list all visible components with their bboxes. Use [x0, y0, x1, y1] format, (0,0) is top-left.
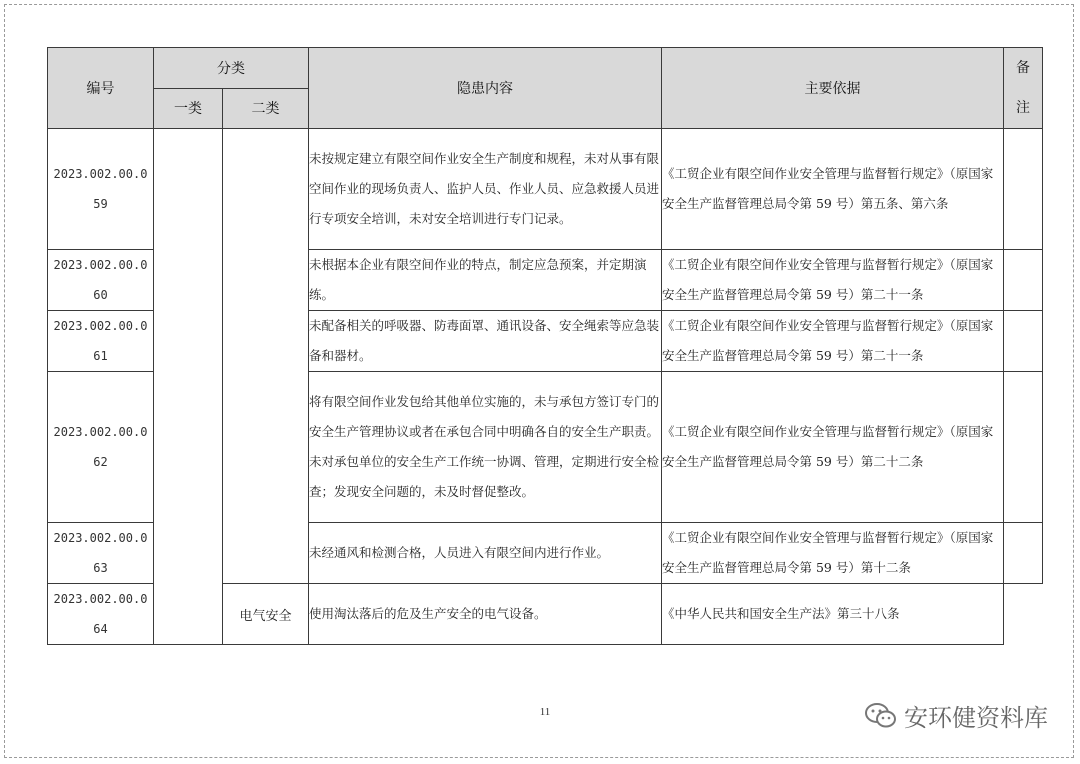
row-content: 使用淘汰落后的危及生产安全的电气设备。	[309, 584, 662, 645]
row-cat2: 电气安全	[223, 584, 309, 645]
row-remark	[1004, 311, 1043, 372]
row-remark	[1004, 523, 1043, 584]
row-code-line1: 2023.002.00.0	[53, 258, 148, 272]
row-content: 未按规定建立有限空间作业安全生产制度和规程，未对从事有限空间作业的现场负责人、监护人员、作业人员、应急救援人员进行专项安全培训，未对安全培训进行专门记录。	[309, 129, 662, 250]
row-code	[48, 372, 154, 523]
row-content: 未配备相关的呼吸器、防毒面罩、通讯设备、安全绳索等应急装备和器材。	[309, 311, 662, 372]
cat1-cell	[154, 129, 223, 645]
row-remark	[1004, 129, 1043, 250]
row-remark	[1004, 372, 1043, 523]
row-code-line2: 60	[93, 288, 108, 302]
header-content: 隐患内容	[309, 48, 662, 129]
cat2-cell	[223, 129, 309, 584]
row-code	[48, 129, 154, 250]
row-code-line2: 63	[93, 561, 108, 575]
row-code-line2: 62	[93, 455, 108, 469]
row-basis: 《工贸企业有限空间作业安全管理与监督暂行规定》（原国家安全生产监督管理总局令第 59 号）第二十二条	[662, 372, 1004, 523]
row-code-line1: 2023.002.00.0	[53, 167, 148, 181]
row-code	[48, 523, 154, 584]
row-code-line2: 61	[93, 349, 108, 363]
table-row	[48, 129, 1043, 250]
row-content: 未根据本企业有限空间作业的特点，制定应急预案，并定期演练。	[309, 250, 662, 311]
watermark	[864, 698, 1048, 733]
row-code	[48, 250, 154, 311]
hazard-table	[47, 47, 1043, 645]
header-cat1: 一类	[154, 88, 223, 129]
row-basis: 《工贸企业有限空间作业安全管理与监督暂行规定》（原国家安全生产监督管理总局令第 59 号）第二十一条	[662, 250, 1004, 311]
row-code-line1: 2023.002.00.0	[53, 531, 148, 545]
row-code-line2: 59	[93, 197, 108, 211]
row-code	[48, 311, 154, 372]
header-basis: 主要依据	[662, 48, 1004, 129]
row-code	[48, 584, 154, 645]
row-basis: 《中华人民共和国安全生产法》第三十八条	[662, 584, 1004, 645]
row-remark	[1004, 250, 1043, 311]
row-remark	[1004, 584, 1043, 645]
row-content: 将有限空间作业发包给其他单位实施的，未与承包方签订专门的安全生产管理协议或者在承包合同中明确各自的安全生产职责。未对承包单位的安全生产工作统一协调、管理，定期进行安全检查；发现安全问题的，未及时督促整改。	[309, 372, 662, 523]
row-basis: 《工贸企业有限空间作业安全管理与监督暂行规定》（原国家安全生产监督管理总局令第 59 号）第十二条	[662, 523, 1004, 584]
wechat-icon	[864, 702, 898, 730]
row-code-line1: 2023.002.00.0	[53, 592, 148, 606]
header-remark	[1004, 48, 1043, 129]
header-cat2: 二类	[223, 88, 309, 129]
watermark-text: 安环健资料库	[904, 704, 1048, 732]
row-code-line1: 2023.002.00.0	[53, 425, 148, 439]
header-category: 分类	[154, 48, 309, 89]
row-code-line1: 2023.002.00.0	[53, 319, 148, 333]
header-remark-line1: 备	[1016, 60, 1030, 76]
page-number: 11	[539, 706, 551, 718]
row-basis: 《工贸企业有限空间作业安全管理与监督暂行规定》（原国家安全生产监督管理总局令第 59 号）第五条、第六条	[662, 129, 1004, 250]
row-code-line2: 64	[93, 622, 108, 636]
header-code: 编号	[48, 48, 154, 129]
row-content: 未经通风和检测合格，人员进入有限空间内进行作业。	[309, 523, 662, 584]
row-basis: 《工贸企业有限空间作业安全管理与监督暂行规定》（原国家安全生产监督管理总局令第 59 号）第二十一条	[662, 311, 1004, 372]
header-remark-line2: 注	[1016, 100, 1030, 116]
